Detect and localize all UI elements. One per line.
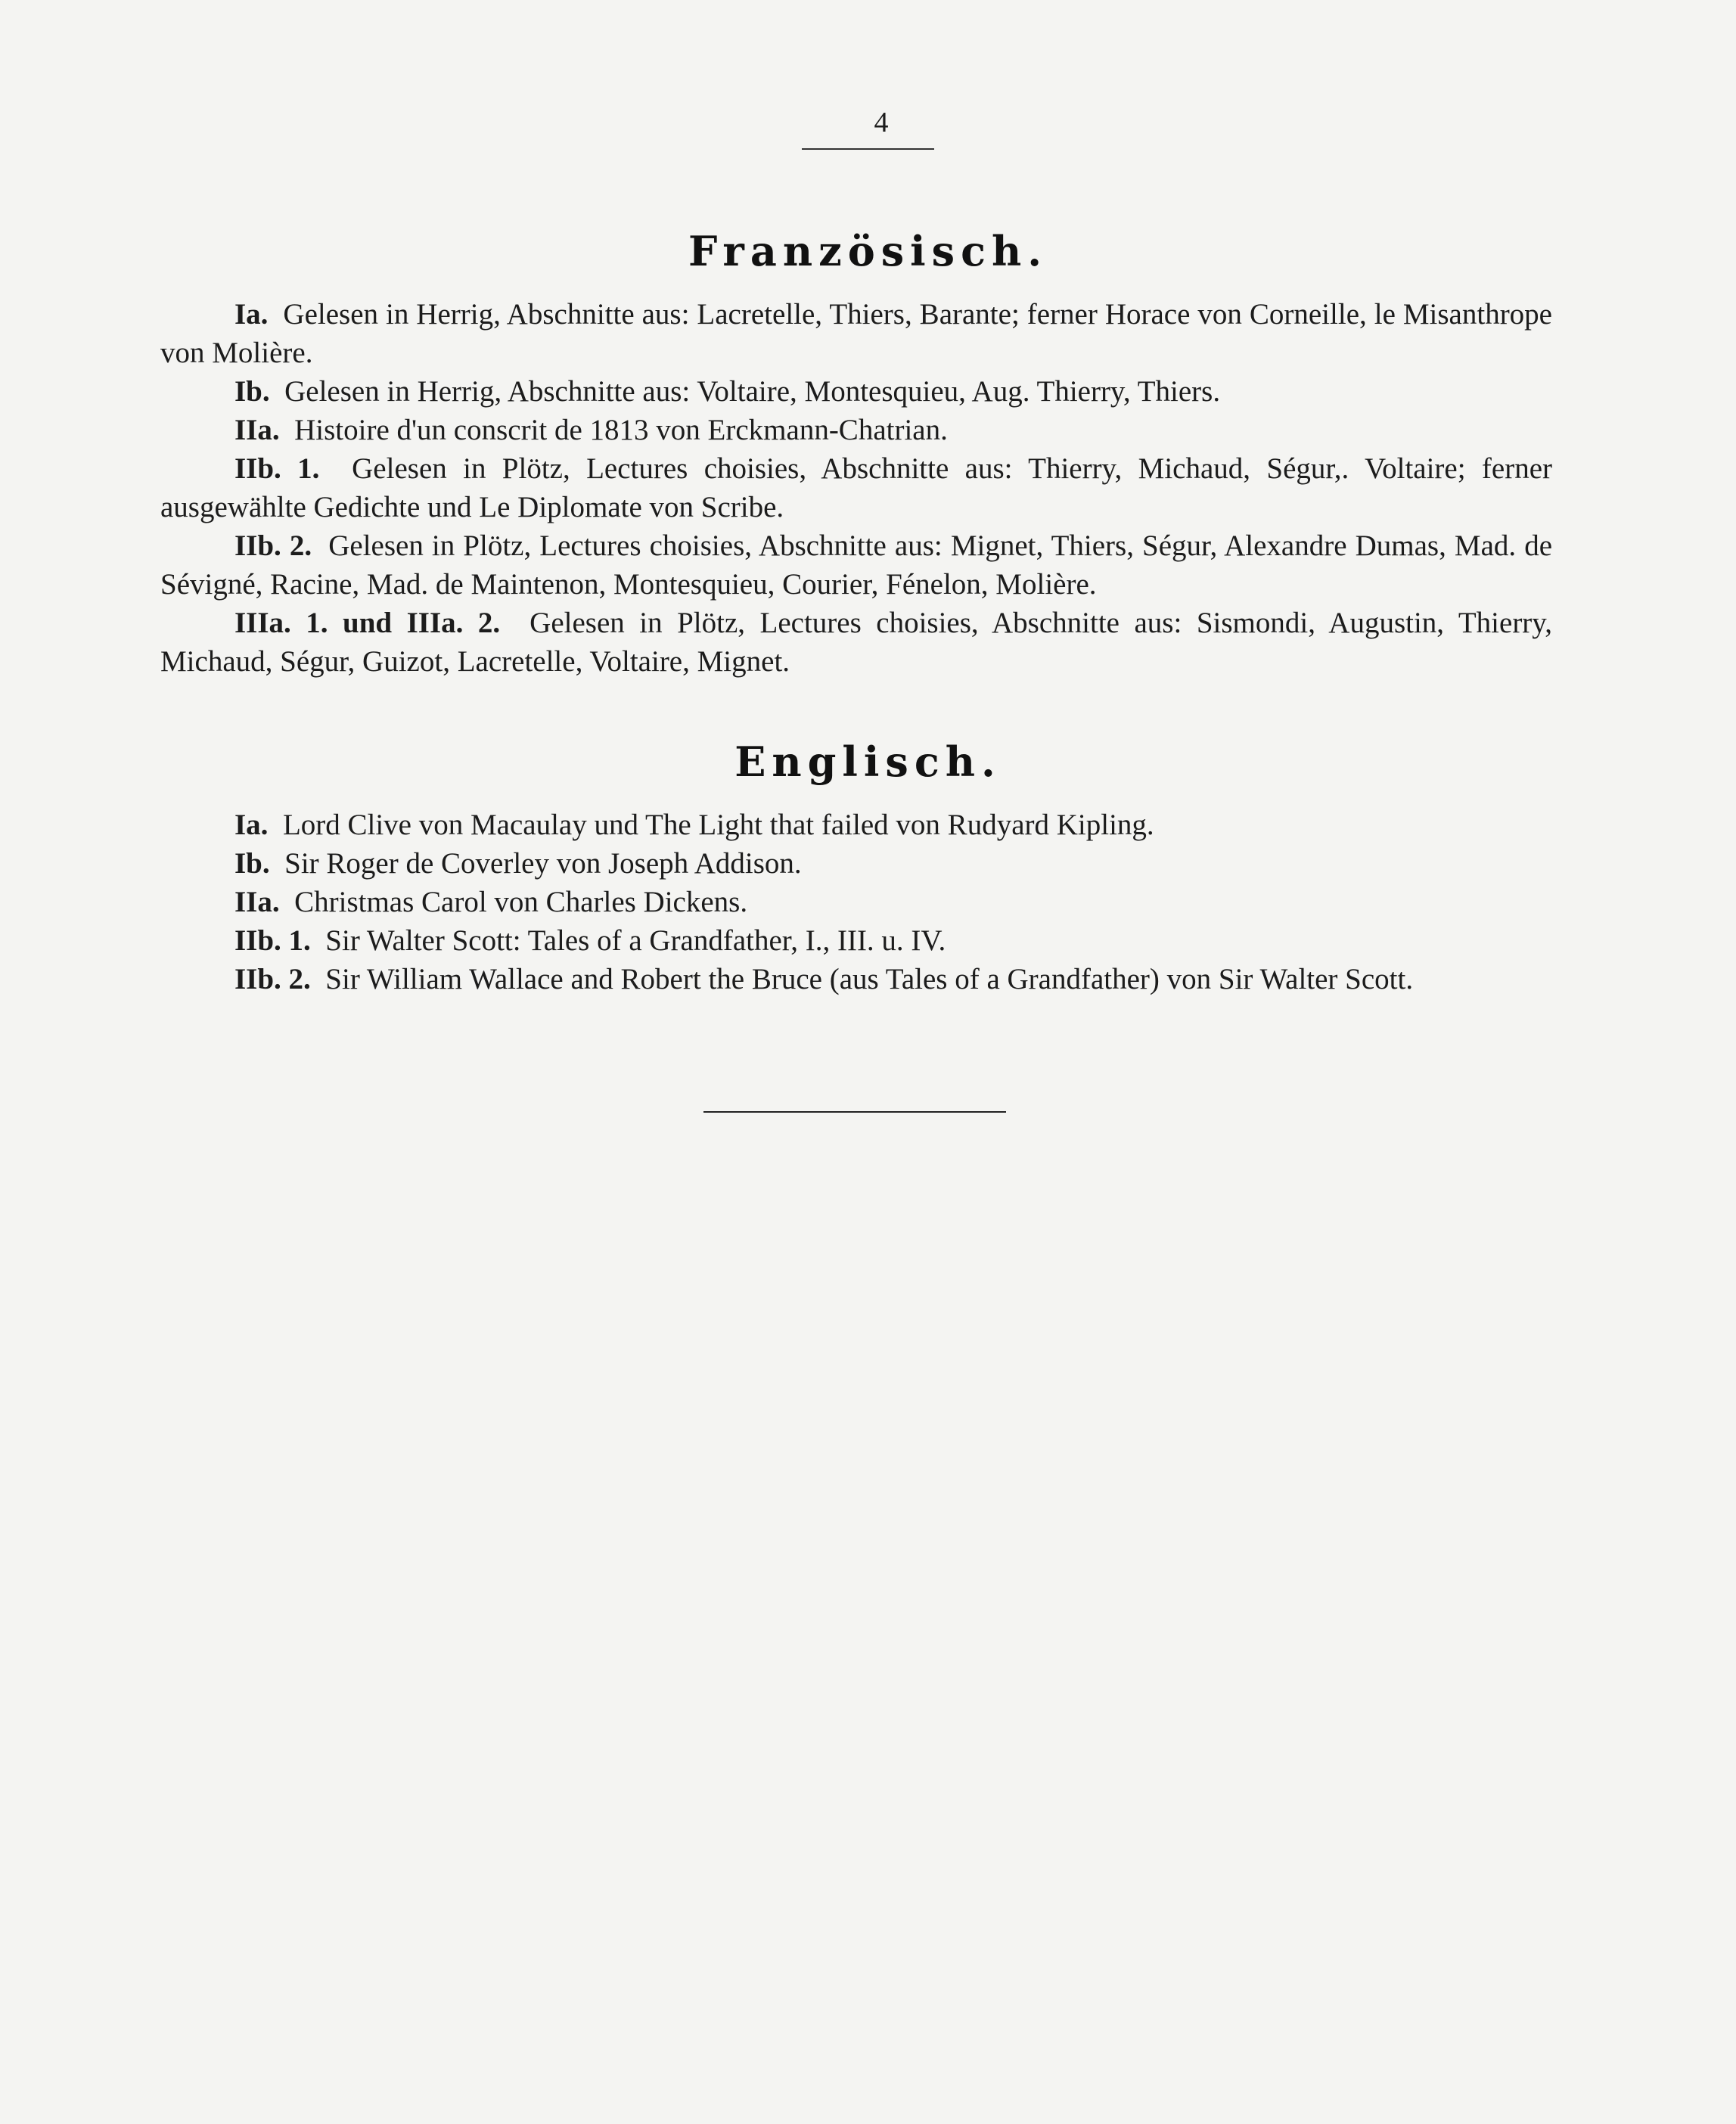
entry-class-label: IIIa. 1. und IIIa. 2. (234, 607, 501, 639)
entry-class-label: IIa. (234, 886, 280, 918)
entry-class-label: Ia. (234, 298, 269, 331)
entry-text: Histoire d'un conscrit de 1813 von Erckmann-Chatrian. (294, 414, 948, 446)
entry-en-ia (160, 806, 1552, 844)
entry-en-iib2 (160, 960, 1552, 998)
entry-text: Lord Clive von Macaulay und The Light that failed von Rudyard Kipling. (282, 809, 1154, 841)
section-divider (703, 1111, 1006, 1113)
entry-class-label: Ib. (234, 847, 270, 880)
entry-fr-iiia (160, 604, 1552, 681)
section-heading-franzoesisch: Französisch. (688, 227, 1048, 275)
entry-text: Sir Roger de Coverley von Joseph Addison. (284, 847, 802, 880)
entry-fr-iia (160, 411, 1552, 449)
entry-fr-iib1 (160, 449, 1552, 526)
franzoesisch-entries (160, 295, 1552, 681)
entry-fr-ia (160, 295, 1552, 372)
page-number-rule (802, 148, 934, 150)
section-heading-englisch: Englisch. (734, 738, 1002, 786)
page-number: 4 (874, 107, 889, 138)
entry-text: Gelesen in Plötz, Lectures choisies, Abschnitte aus: Sismondi, Augustin, Thierry, Michaud, Ségur, Guizot, Lacretelle, Voltaire, Mignet. (160, 607, 1553, 678)
entry-text: Gelesen in Herrig, Abschnitte aus: Voltaire, Montesquieu, Aug. Thierry, Thiers. (284, 375, 1221, 408)
entry-class-label: IIb. 2. (234, 963, 311, 995)
entry-en-ib (160, 844, 1552, 883)
entry-class-label: IIb. 2. (234, 529, 312, 562)
entry-class-label: Ib. (234, 375, 270, 408)
entry-class-label: IIb. 1. (234, 452, 320, 485)
entry-text: Gelesen in Herrig, Abschnitte aus: Lacretelle, Thiers, Barante; ferner Horace von Corneille, le Misanthrope von Molière. (160, 298, 1552, 369)
entry-class-label: Ia. (234, 809, 269, 841)
entry-text: Christmas Carol von Charles Dickens. (294, 886, 748, 918)
entry-en-iia (160, 883, 1552, 921)
entry-text: Sir William Wallace and Robert the Bruce (aus Tales of a Grandfather) von Sir Walter Scott. (325, 963, 1414, 995)
entry-text: Gelesen in Plötz, Lectures choisies, Abschnitte aus: Thierry, Michaud, Ségur,. Voltaire; ferner ausgewählte Gedichte und Le Diplomate von Scribe. (160, 452, 1552, 523)
entry-en-iib1 (160, 921, 1552, 960)
entry-fr-ib (160, 372, 1552, 411)
entry-class-label: IIa. (234, 414, 280, 446)
englisch-entries (160, 806, 1552, 998)
entry-text: Gelesen in Plötz, Lectures choisies, Abschnitte aus: Mignet, Thiers, Ségur, Alexandre Dumas, Mad. de Sévigné, Racine, Mad. de Maintenon, Montesquieu, Courier, Fénelon, Molière. (160, 529, 1552, 601)
entry-text: Sir Walter Scott: Tales of a Grandfather, I., III. u. IV. (325, 924, 946, 957)
entry-class-label: IIb. 1. (234, 924, 311, 957)
entry-fr-iib2 (160, 526, 1552, 604)
